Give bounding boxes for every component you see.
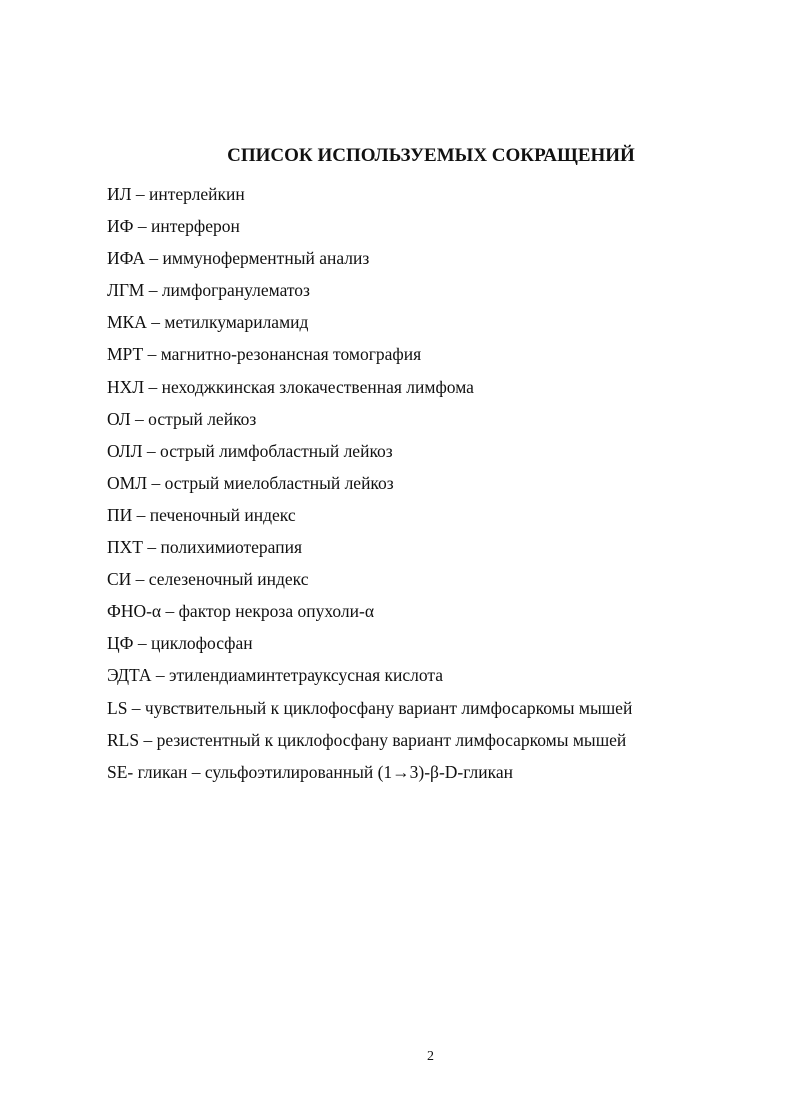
list-item: SE- гликан – сульфоэтилированный (1→3)-β-D-гликан	[107, 761, 514, 782]
list-item: ПХТ – полихимиотерапия	[107, 537, 303, 558]
list-item: ОЛЛ – острый лимфобластный лейкоз	[107, 440, 393, 461]
list-item: МРТ – магнитно-резонансная томография	[107, 344, 422, 365]
list-item: ЛГМ – лимфогранулематоз	[107, 280, 310, 301]
list-item: ИФ – интерферон	[107, 216, 240, 237]
list-item: ОМЛ – острый миелобластный лейкоз	[107, 472, 394, 493]
list-item: LS – чувствительный к циклофосфану вариант лимфосаркомы мышей	[107, 697, 633, 718]
list-item: ИЛ – интерлейкин	[107, 184, 245, 204]
list-item: ЦФ – циклофосфан	[107, 633, 253, 654]
list-item: ФНО-α – фактор некроза опухоли-α	[107, 601, 375, 622]
list-item: ЭДТА – этилендиаминтетрауксусная кислота	[107, 665, 444, 686]
list-item: ПИ – печеночный индекс	[107, 504, 296, 525]
list-item: МКА – метилкумариламид	[107, 312, 309, 333]
list-item: ОЛ – острый лейкоз	[107, 408, 257, 429]
list-item: СИ – селезеночный индекс	[107, 569, 309, 590]
list-item: ИФА – иммуноферментный анализ	[107, 248, 370, 269]
list-item: НХЛ – неходжкинская злокачественная лимфома	[107, 376, 474, 397]
page-number: 2	[427, 1049, 434, 1064]
list-item: RLS – резистентный к циклофосфану вариант лимфосаркомы мышей	[107, 729, 627, 750]
abbreviation-list	[107, 182, 632, 792]
page-title: СПИСОК ИСПОЛЬЗУЕМЫХ СОКРАЩЕНИЙ	[227, 145, 635, 166]
